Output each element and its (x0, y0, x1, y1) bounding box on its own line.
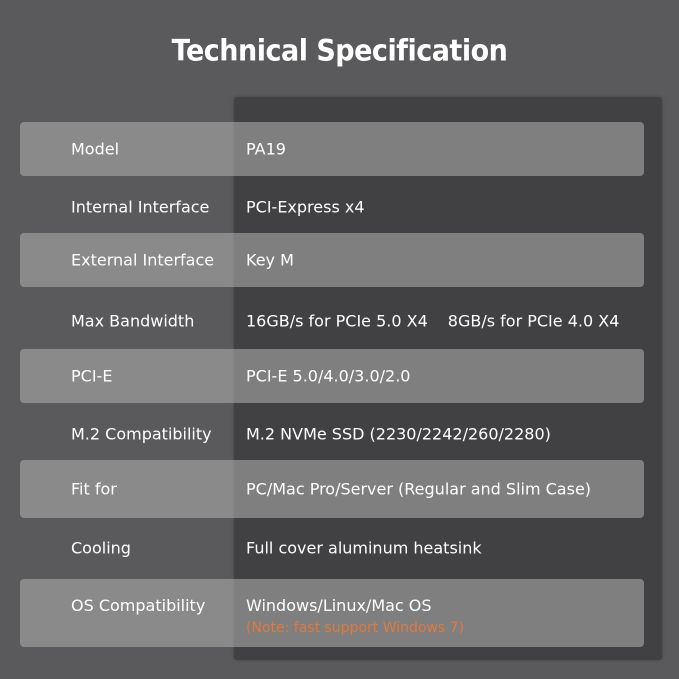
spec-value: PC/Mac Pro/Server (Regular and Slim Case) (246, 479, 592, 499)
spec-value: PCI-E 5.0/4.0/3.0/2.0 (246, 366, 411, 386)
spec-row-os-compatibility (20, 579, 644, 647)
spec-row-cooling (20, 521, 644, 575)
spec-value: M.2 NVMe SSD (2230/2242/260/2280) (246, 424, 551, 444)
spec-row-fit-for (20, 460, 644, 518)
page-title: Technical Specification (171, 34, 508, 69)
spec-value (246, 594, 464, 640)
spec-value: Key M (246, 250, 294, 270)
spec-value-text: Windows/Linux/Mac OS (246, 596, 432, 615)
spec-label: Internal Interface (71, 197, 210, 217)
spec-value (246, 312, 619, 331)
spec-row-external-interface (20, 233, 644, 287)
spec-label: External Interface (71, 250, 215, 270)
spec-value-pcie5: 16GB/s for PCIe 5.0 X4 (246, 311, 428, 331)
spec-row-pci-e (20, 349, 644, 403)
spec-row-internal-interface (20, 180, 644, 234)
spec-label: Cooling (71, 538, 131, 558)
spec-label: Model (71, 139, 120, 159)
spec-value: PCI-Express x4 (246, 197, 365, 217)
spec-label: OS Compatibility (71, 596, 206, 615)
spec-row-model (20, 122, 644, 176)
spec-label: M.2 Compatibility (71, 424, 212, 444)
spec-value: Full cover aluminum heatsink (246, 538, 482, 558)
spec-value-pcie4: 8GB/s for PCIe 4.0 X4 (447, 311, 620, 331)
spec-row-max-bandwidth (20, 294, 644, 348)
compatibility-note: (Note: fast support Windows 7) (246, 620, 465, 636)
spec-row-m2-compatibility (20, 407, 644, 461)
spec-label: Max Bandwidth (71, 311, 195, 331)
spec-value: PA19 (246, 139, 286, 159)
spec-label: Fit for (71, 479, 117, 499)
spec-label: PCI-E (71, 366, 113, 386)
